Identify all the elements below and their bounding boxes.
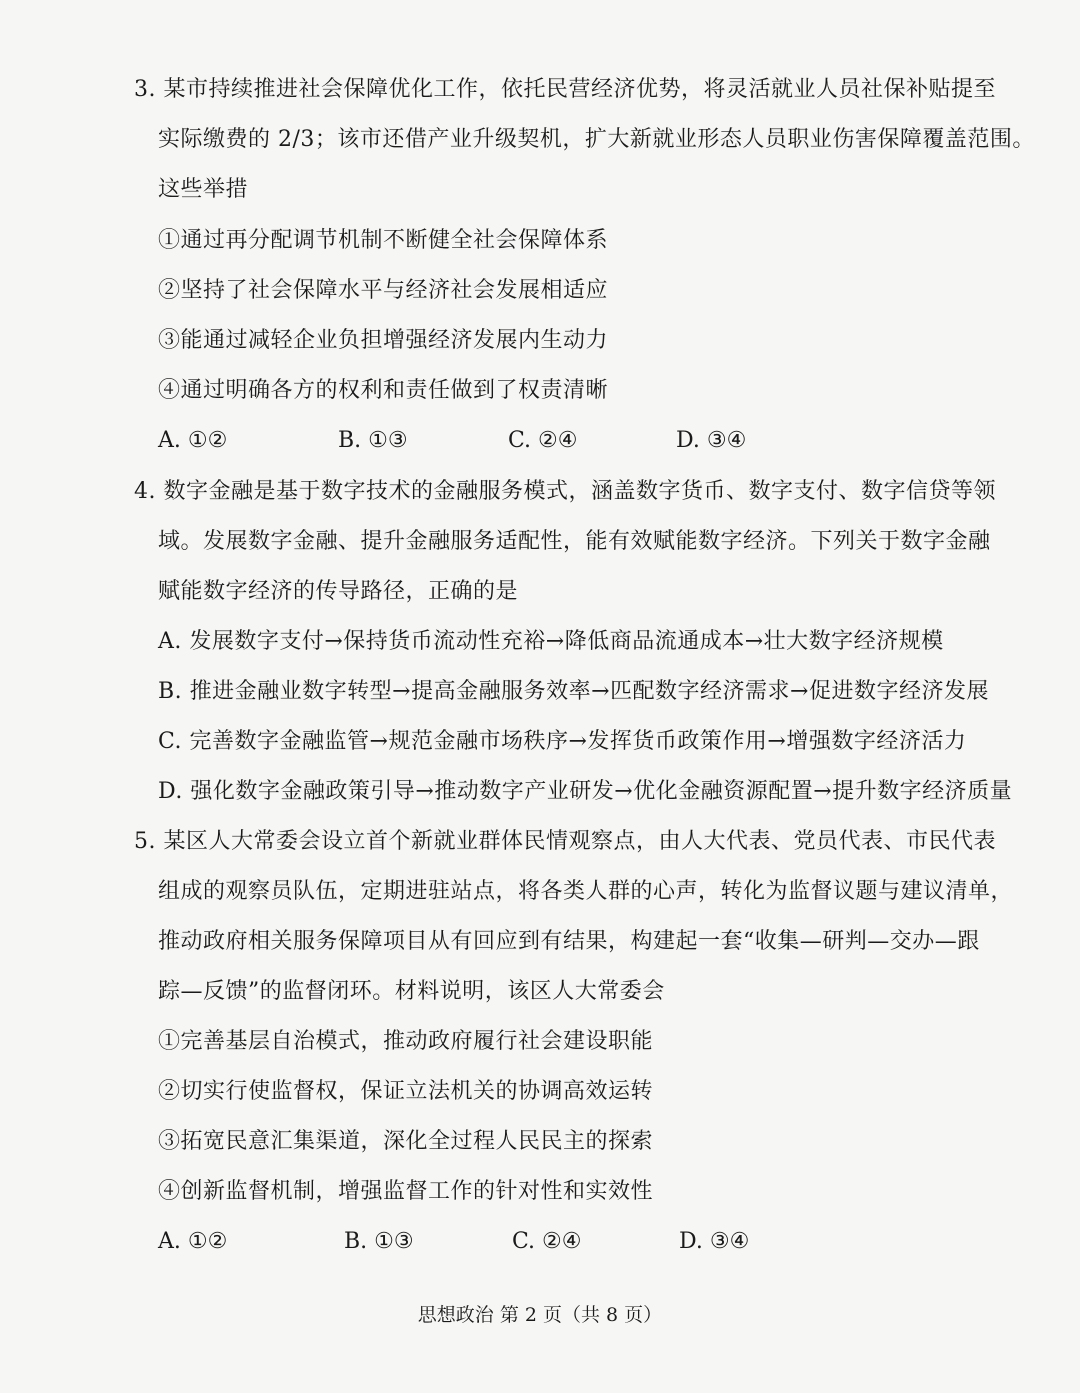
q5-item-1: ①完善基层自治模式，推动政府履行社会建设职能 <box>158 1029 654 1054</box>
q5-stem-line-4: 踪—反馈”的监督闭环。材料说明，该区人大常委会 <box>158 979 665 1004</box>
q5-choice-a[interactable]: A. ①② <box>158 1229 228 1254</box>
q3-choice-a[interactable]: A. ①② <box>158 428 228 453</box>
q4-choice-d[interactable]: D. 强化数字金融政策引导→推动数字产业研发→优化金融资源配置→提升数字经济质量 <box>158 779 1013 804</box>
q3-item-3: ③能通过减轻企业负担增强经济发展内生动力 <box>158 328 609 353</box>
q3-stem-line-2: 实际缴费的 2/3；该市还借产业升级契机，扩大新就业形态人员职业伤害保障覆盖范围。 <box>158 127 1035 152</box>
q4-stem-line-1: 4. 数字金融是基于数字技术的金融服务模式，涵盖数字货币、数字支付、数字信贷等领 <box>134 479 996 504</box>
q5-item-2: ②切实行使监督权，保证立法机关的协调高效运转 <box>158 1079 654 1104</box>
q5-choices <box>158 1227 858 1257</box>
q5-item-3: ③拓宽民意汇集渠道，深化全过程人民民主的探索 <box>158 1129 654 1154</box>
q3-choice-b[interactable]: B. ①③ <box>338 428 408 453</box>
q4-stem-line-2: 域。发展数字金融、提升金融服务适配性，能有效赋能数字经济。下列关于数字金融 <box>158 529 991 554</box>
q4-stem-line-3: 赋能数字经济的传导路径，正确的是 <box>158 579 519 604</box>
q4-choice-b[interactable]: B. 推进金融业数字转型→提高金融服务效率→匹配数字经济需求→促进数字经济发展 <box>158 679 989 704</box>
page-footer: 思想政治 第 2 页（共 8 页） <box>417 1304 663 1326</box>
q5-stem-line-2: 组成的观察员队伍，定期进驻站点，将各类人群的心声，转化为监督议题与建议清单， <box>158 879 1014 904</box>
q3-choice-c[interactable]: C. ②④ <box>508 428 578 453</box>
q4-choice-a[interactable]: A. 发展数字支付→保持货币流动性充裕→降低商品流通成本→壮大数字经济规模 <box>158 629 944 654</box>
q5-item-4: ④创新监督机制，增强监督工作的针对性和实效性 <box>158 1179 654 1204</box>
q5-choice-d[interactable]: D. ③④ <box>679 1229 750 1254</box>
q4-choice-c[interactable]: C. 完善数字金融监管→规范金融市场秩序→发挥货币政策作用→增强数字经济活力 <box>158 729 967 754</box>
q5-choice-c[interactable]: C. ②④ <box>512 1229 582 1254</box>
q3-item-2: ②坚持了社会保障水平与经济社会发展相适应 <box>158 278 609 303</box>
q3-stem-line-1: 3. 某市持续推进社会保障优化工作，依托民营经济优势，将灵活就业人员社保补贴提至 <box>134 77 996 102</box>
q3-item-1: ①通过再分配调节机制不断健全社会保障体系 <box>158 228 609 253</box>
q3-stem-line-3: 这些举措 <box>158 177 249 202</box>
q5-stem-line-3: 推动政府相关服务保障项目从有回应到有结果，构建起一套“收集—研判—交办—跟 <box>158 929 980 954</box>
q3-choices <box>158 426 858 456</box>
q5-stem-line-1: 5. 某区人大常委会设立首个新就业群体民情观察点，由人大代表、党员代表、市民代表 <box>134 829 996 854</box>
q5-choice-b[interactable]: B. ①③ <box>344 1229 414 1254</box>
q3-choice-d[interactable]: D. ③④ <box>676 428 747 453</box>
q3-item-4: ④通过明确各方的权利和责任做到了权责清晰 <box>158 378 609 403</box>
